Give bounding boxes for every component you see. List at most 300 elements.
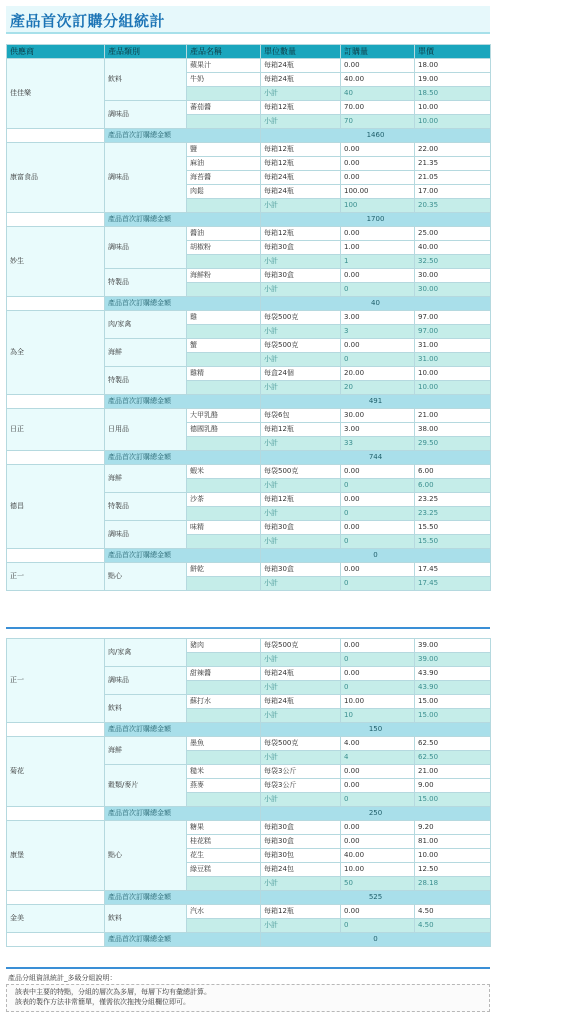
category-cell: 海鮮	[105, 465, 187, 493]
subtotal-spacer	[187, 793, 261, 807]
product-name-cell: 蟹	[187, 339, 261, 353]
subtotal-spacer	[187, 437, 261, 451]
subtotal-label: 小計	[261, 877, 341, 891]
quantity-cell: 0.00	[341, 639, 415, 653]
unit-cell: 每袋500克	[261, 465, 341, 479]
report-table	[6, 638, 491, 947]
price-cell: 4.50	[415, 905, 491, 919]
column-header: 訂購量	[341, 45, 415, 59]
quantity-cell: 4.00	[341, 737, 415, 751]
total-spacer	[7, 395, 105, 409]
category-cell: 調味品	[105, 143, 187, 213]
subtotal-price: 28.18	[415, 877, 491, 891]
item-row	[7, 465, 491, 479]
product-name-cell: 沙茶	[187, 493, 261, 507]
item-row	[7, 143, 491, 157]
category-cell: 海鮮	[105, 737, 187, 765]
subtotal-price: 15.00	[415, 709, 491, 723]
group-total-label: 產品首次訂購總金額	[105, 297, 261, 311]
subtotal-quantity: 40	[341, 87, 415, 101]
product-name-cell: 牛奶	[187, 73, 261, 87]
unit-cell: 每箱24瓶	[261, 171, 341, 185]
quantity-cell: 10.00	[341, 695, 415, 709]
subtotal-label: 小計	[261, 709, 341, 723]
total-spacer	[7, 933, 105, 947]
column-header: 產品名稱	[187, 45, 261, 59]
section-divider	[6, 967, 490, 969]
category-cell: 點心	[105, 563, 187, 591]
subtotal-label: 小計	[261, 353, 341, 367]
item-row	[7, 737, 491, 751]
product-name-cell: 餅乾	[187, 563, 261, 577]
subtotal-label: 小計	[261, 437, 341, 451]
group-total-row	[7, 297, 491, 311]
supplier-cell: 佳佳樂	[7, 59, 105, 129]
subtotal-label: 小計	[261, 535, 341, 549]
subtotal-label: 小計	[261, 577, 341, 591]
quantity-cell: 70.00	[341, 101, 415, 115]
subtotal-quantity: 50	[341, 877, 415, 891]
subtotal-label: 小計	[261, 653, 341, 667]
subtotal-label: 小計	[261, 115, 341, 129]
unit-cell: 每箱12瓶	[261, 423, 341, 437]
product-name-cell: 汽水	[187, 905, 261, 919]
product-name-cell: 糖果	[187, 821, 261, 835]
total-spacer	[7, 549, 105, 563]
group-total-label: 產品首次訂購總金額	[105, 933, 261, 947]
group-total-value: 0	[261, 549, 491, 563]
subtotal-price: 10.00	[415, 381, 491, 395]
product-name-cell: 雞	[187, 311, 261, 325]
category-cell: 飲料	[105, 59, 187, 101]
subtotal-spacer	[187, 709, 261, 723]
unit-cell: 每箱24瓶	[261, 59, 341, 73]
quantity-cell: 0.00	[341, 465, 415, 479]
item-row	[7, 905, 491, 919]
group-total-value: 150	[261, 723, 491, 737]
price-cell: 10.00	[415, 849, 491, 863]
subtotal-quantity: 0	[341, 793, 415, 807]
subtotal-quantity: 70	[341, 115, 415, 129]
price-cell: 23.25	[415, 493, 491, 507]
price-cell: 17.45	[415, 563, 491, 577]
quantity-cell: 20.00	[341, 367, 415, 381]
supplier-cell: 康富食品	[7, 143, 105, 213]
price-cell: 31.00	[415, 339, 491, 353]
supplier-cell: 正一	[7, 639, 105, 723]
group-total-label: 產品首次訂購總金額	[105, 213, 261, 227]
subtotal-spacer	[187, 577, 261, 591]
price-cell: 30.00	[415, 269, 491, 283]
unit-cell: 每箱30盒	[261, 835, 341, 849]
subtotal-price: 43.90	[415, 681, 491, 695]
unit-cell: 每袋500克	[261, 639, 341, 653]
price-cell: 38.00	[415, 423, 491, 437]
group-total-value: 0	[261, 933, 491, 947]
price-cell: 62.50	[415, 737, 491, 751]
product-name-cell: 蘇打水	[187, 695, 261, 709]
group-total-value: 491	[261, 395, 491, 409]
subtotal-price: 6.00	[415, 479, 491, 493]
price-cell: 25.00	[415, 227, 491, 241]
subtotal-spacer	[187, 199, 261, 213]
price-cell: 10.00	[415, 367, 491, 381]
group-total-label: 產品首次訂購總金額	[105, 451, 261, 465]
price-cell: 19.00	[415, 73, 491, 87]
price-cell: 10.00	[415, 101, 491, 115]
product-name-cell: 糙米	[187, 765, 261, 779]
subtotal-spacer	[187, 751, 261, 765]
group-total-row	[7, 549, 491, 563]
unit-cell: 每箱12瓶	[261, 157, 341, 171]
unit-cell: 每箱24瓶	[261, 667, 341, 681]
unit-cell: 每箱24瓶	[261, 695, 341, 709]
item-row	[7, 311, 491, 325]
price-cell: 81.00	[415, 835, 491, 849]
quantity-cell: 0.00	[341, 269, 415, 283]
category-cell: 飲料	[105, 905, 187, 933]
product-name-cell: 鹽	[187, 143, 261, 157]
subtotal-spacer	[187, 681, 261, 695]
category-cell: 點心	[105, 821, 187, 891]
unit-cell: 每袋6包	[261, 409, 341, 423]
description-title: 產品分組資訊統計_多級分組說明：	[8, 974, 117, 982]
category-cell: 海鮮	[105, 339, 187, 367]
quantity-cell: 0.00	[341, 171, 415, 185]
total-spacer	[7, 213, 105, 227]
unit-cell: 每箱30盒	[261, 241, 341, 255]
header-row	[7, 45, 491, 59]
subtotal-spacer	[187, 381, 261, 395]
quantity-cell: 30.00	[341, 409, 415, 423]
price-cell: 21.00	[415, 765, 491, 779]
product-name-cell: 肉鬆	[187, 185, 261, 199]
unit-cell: 每箱12瓶	[261, 227, 341, 241]
subtotal-price: 4.50	[415, 919, 491, 933]
category-cell: 日用品	[105, 409, 187, 451]
quantity-cell: 3.00	[341, 311, 415, 325]
subtotal-spacer	[187, 535, 261, 549]
page-title-bar	[6, 6, 490, 34]
group-total-value: 525	[261, 891, 491, 905]
item-row	[7, 59, 491, 73]
price-cell: 21.35	[415, 157, 491, 171]
subtotal-label: 小計	[261, 793, 341, 807]
subtotal-price: 32.50	[415, 255, 491, 269]
product-name-cell: 蕃茄醬	[187, 101, 261, 115]
quantity-cell: 0.00	[341, 493, 415, 507]
quantity-cell: 0.00	[341, 835, 415, 849]
group-total-row	[7, 933, 491, 947]
group-total-row	[7, 723, 491, 737]
subtotal-price: 20.35	[415, 199, 491, 213]
quantity-cell: 0.00	[341, 821, 415, 835]
subtotal-spacer	[187, 507, 261, 521]
item-row	[7, 227, 491, 241]
product-name-cell: 花生	[187, 849, 261, 863]
product-name-cell: 德國乳酪	[187, 423, 261, 437]
price-cell: 15.50	[415, 521, 491, 535]
category-cell: 調味品	[105, 667, 187, 695]
unit-cell: 每箱12瓶	[261, 905, 341, 919]
column-header: 單價	[415, 45, 491, 59]
subtotal-spacer	[187, 919, 261, 933]
category-cell: 穀類/麥片	[105, 765, 187, 807]
column-header: 單位數量	[261, 45, 341, 59]
product-name-cell: 蝦米	[187, 465, 261, 479]
description-section	[6, 972, 490, 1012]
product-name-cell: 蘋果汁	[187, 59, 261, 73]
subtotal-price: 15.50	[415, 535, 491, 549]
quantity-cell: 1.00	[341, 241, 415, 255]
group-total-row	[7, 451, 491, 465]
price-cell: 39.00	[415, 639, 491, 653]
quantity-cell: 0.00	[341, 339, 415, 353]
quantity-cell: 0.00	[341, 667, 415, 681]
subtotal-price: 30.00	[415, 283, 491, 297]
description-box	[6, 984, 490, 1012]
subtotal-label: 小計	[261, 199, 341, 213]
category-cell: 飲料	[105, 695, 187, 723]
item-row	[7, 639, 491, 653]
subtotal-label: 小計	[261, 751, 341, 765]
group-total-label: 產品首次訂購總金額	[105, 129, 261, 143]
description-line: 該表中主要的特點，分組的層次為多層，每層下均有彙總計算。	[15, 988, 211, 996]
unit-cell: 每箱30包	[261, 849, 341, 863]
subtotal-spacer	[187, 115, 261, 129]
subtotal-spacer	[187, 325, 261, 339]
subtotal-price: 17.45	[415, 577, 491, 591]
price-cell: 21.00	[415, 409, 491, 423]
column-header: 產品類別	[105, 45, 187, 59]
group-total-label: 產品首次訂購總金額	[105, 395, 261, 409]
unit-cell: 每箱24瓶	[261, 73, 341, 87]
group-total-label: 產品首次訂購總金額	[105, 807, 261, 821]
supplier-cell: 為全	[7, 311, 105, 395]
subtotal-spacer	[187, 283, 261, 297]
price-cell: 97.00	[415, 311, 491, 325]
group-total-row	[7, 891, 491, 905]
group-total-value: 40	[261, 297, 491, 311]
subtotal-quantity: 10	[341, 709, 415, 723]
subtotal-price: 15.00	[415, 793, 491, 807]
category-cell: 特製品	[105, 367, 187, 395]
unit-cell: 每箱24包	[261, 863, 341, 877]
price-cell: 21.05	[415, 171, 491, 185]
subtotal-price: 18.50	[415, 87, 491, 101]
column-header: 供應商	[7, 45, 105, 59]
supplier-cell: 日正	[7, 409, 105, 451]
total-spacer	[7, 451, 105, 465]
subtotal-quantity: 0	[341, 283, 415, 297]
unit-cell: 每箱30盒	[261, 269, 341, 283]
price-cell: 12.50	[415, 863, 491, 877]
subtotal-price: 39.00	[415, 653, 491, 667]
price-cell: 22.00	[415, 143, 491, 157]
product-name-cell: 雞精	[187, 367, 261, 381]
quantity-cell: 0.00	[341, 227, 415, 241]
group-total-value: 744	[261, 451, 491, 465]
subtotal-spacer	[187, 479, 261, 493]
section-divider	[6, 627, 490, 629]
subtotal-price: 29.50	[415, 437, 491, 451]
page-title: 產品首次訂購分組統計	[10, 12, 166, 30]
subtotal-price: 62.50	[415, 751, 491, 765]
unit-cell: 每箱30盒	[261, 563, 341, 577]
total-spacer	[7, 129, 105, 143]
subtotal-quantity: 1	[341, 255, 415, 269]
quantity-cell: 0.00	[341, 521, 415, 535]
total-spacer	[7, 723, 105, 737]
product-name-cell: 大甲乳酪	[187, 409, 261, 423]
price-cell: 9.00	[415, 779, 491, 793]
group-total-label: 產品首次訂購總金額	[105, 549, 261, 563]
price-cell: 9.20	[415, 821, 491, 835]
quantity-cell: 0.00	[341, 143, 415, 157]
product-name-cell: 墨魚	[187, 737, 261, 751]
price-cell: 43.90	[415, 667, 491, 681]
subtotal-quantity: 20	[341, 381, 415, 395]
subtotal-spacer	[187, 353, 261, 367]
supplier-cell: 妙生	[7, 227, 105, 297]
product-name-cell: 燕麥	[187, 779, 261, 793]
unit-cell: 每袋500克	[261, 311, 341, 325]
product-name-cell: 醬油	[187, 227, 261, 241]
total-spacer	[7, 891, 105, 905]
product-name-cell: 胡椒粉	[187, 241, 261, 255]
quantity-cell: 0.00	[341, 157, 415, 171]
quantity-cell: 0.00	[341, 779, 415, 793]
quantity-cell: 3.00	[341, 423, 415, 437]
subtotal-quantity: 0	[341, 353, 415, 367]
category-cell: 調味品	[105, 227, 187, 269]
total-spacer	[7, 807, 105, 821]
unit-cell: 每箱12瓶	[261, 101, 341, 115]
subtotal-quantity: 0	[341, 919, 415, 933]
group-total-value: 1700	[261, 213, 491, 227]
quantity-cell: 100.00	[341, 185, 415, 199]
group-total-row	[7, 129, 491, 143]
product-name-cell: 甜辣醬	[187, 667, 261, 681]
subtotal-quantity: 0	[341, 507, 415, 521]
product-name-cell: 桂花糕	[187, 835, 261, 849]
product-name-cell: 綠豆糕	[187, 863, 261, 877]
unit-cell: 每箱12瓶	[261, 493, 341, 507]
price-cell: 40.00	[415, 241, 491, 255]
group-total-row	[7, 395, 491, 409]
price-cell: 17.00	[415, 185, 491, 199]
price-cell: 15.00	[415, 695, 491, 709]
subtotal-label: 小計	[261, 479, 341, 493]
item-row	[7, 563, 491, 577]
supplier-cell: 金美	[7, 905, 105, 933]
quantity-cell: 0.00	[341, 765, 415, 779]
category-cell: 調味品	[105, 101, 187, 129]
subtotal-quantity: 0	[341, 653, 415, 667]
quantity-cell: 10.00	[341, 863, 415, 877]
supplier-cell: 正一	[7, 563, 105, 591]
quantity-cell: 0.00	[341, 905, 415, 919]
price-cell: 18.00	[415, 59, 491, 73]
report-table	[6, 44, 491, 591]
category-cell: 特製品	[105, 269, 187, 297]
subtotal-price: 31.00	[415, 353, 491, 367]
group-total-row	[7, 213, 491, 227]
subtotal-spacer	[187, 653, 261, 667]
category-cell: 肉/家禽	[105, 639, 187, 667]
subtotal-quantity: 0	[341, 681, 415, 695]
group-total-row	[7, 807, 491, 821]
subtotal-label: 小計	[261, 507, 341, 521]
supplier-cell: 德昌	[7, 465, 105, 549]
subtotal-spacer	[187, 877, 261, 891]
subtotal-label: 小計	[261, 283, 341, 297]
subtotal-quantity: 4	[341, 751, 415, 765]
subtotal-label: 小計	[261, 87, 341, 101]
subtotal-label: 小計	[261, 919, 341, 933]
subtotal-quantity: 0	[341, 535, 415, 549]
unit-cell: 每袋500克	[261, 737, 341, 751]
group-total-value: 250	[261, 807, 491, 821]
item-row	[7, 821, 491, 835]
product-name-cell: 海苔醬	[187, 171, 261, 185]
category-cell: 肉/家禽	[105, 311, 187, 339]
product-name-cell: 豬肉	[187, 639, 261, 653]
category-cell: 特製品	[105, 493, 187, 521]
subtotal-spacer	[187, 87, 261, 101]
group-total-label: 產品首次訂購總金額	[105, 723, 261, 737]
subtotal-quantity: 0	[341, 577, 415, 591]
unit-cell: 每箱30盒	[261, 821, 341, 835]
unit-cell: 每袋3公斤	[261, 779, 341, 793]
subtotal-label: 小計	[261, 681, 341, 695]
subtotal-price: 97.00	[415, 325, 491, 339]
subtotal-label: 小計	[261, 255, 341, 269]
quantity-cell: 0.00	[341, 563, 415, 577]
subtotal-quantity: 100	[341, 199, 415, 213]
subtotal-quantity: 0	[341, 479, 415, 493]
unit-cell: 每箱24瓶	[261, 185, 341, 199]
total-spacer	[7, 297, 105, 311]
quantity-cell: 40.00	[341, 849, 415, 863]
unit-cell: 每箱12瓶	[261, 143, 341, 157]
subtotal-quantity: 33	[341, 437, 415, 451]
unit-cell: 每袋3公斤	[261, 765, 341, 779]
subtotal-spacer	[187, 255, 261, 269]
subtotal-label: 小計	[261, 325, 341, 339]
product-name-cell: 海鮮粉	[187, 269, 261, 283]
price-cell: 6.00	[415, 465, 491, 479]
quantity-cell: 0.00	[341, 59, 415, 73]
unit-cell: 每箱30盒	[261, 521, 341, 535]
description-line: 該表的製作方法非常簡單，僅需依次拖拽分組欄位即可。	[15, 998, 190, 1006]
quantity-cell: 40.00	[341, 73, 415, 87]
subtotal-label: 小計	[261, 381, 341, 395]
item-row	[7, 409, 491, 423]
unit-cell: 每袋500克	[261, 339, 341, 353]
subtotal-price: 23.25	[415, 507, 491, 521]
unit-cell: 每盒24個	[261, 367, 341, 381]
category-cell: 調味品	[105, 521, 187, 549]
group-total-label: 產品首次訂購總金額	[105, 891, 261, 905]
subtotal-quantity: 3	[341, 325, 415, 339]
group-total-value: 1460	[261, 129, 491, 143]
subtotal-price: 10.00	[415, 115, 491, 129]
product-name-cell: 麻油	[187, 157, 261, 171]
supplier-cell: 菊花	[7, 737, 105, 807]
product-name-cell: 味精	[187, 521, 261, 535]
supplier-cell: 康堡	[7, 821, 105, 891]
